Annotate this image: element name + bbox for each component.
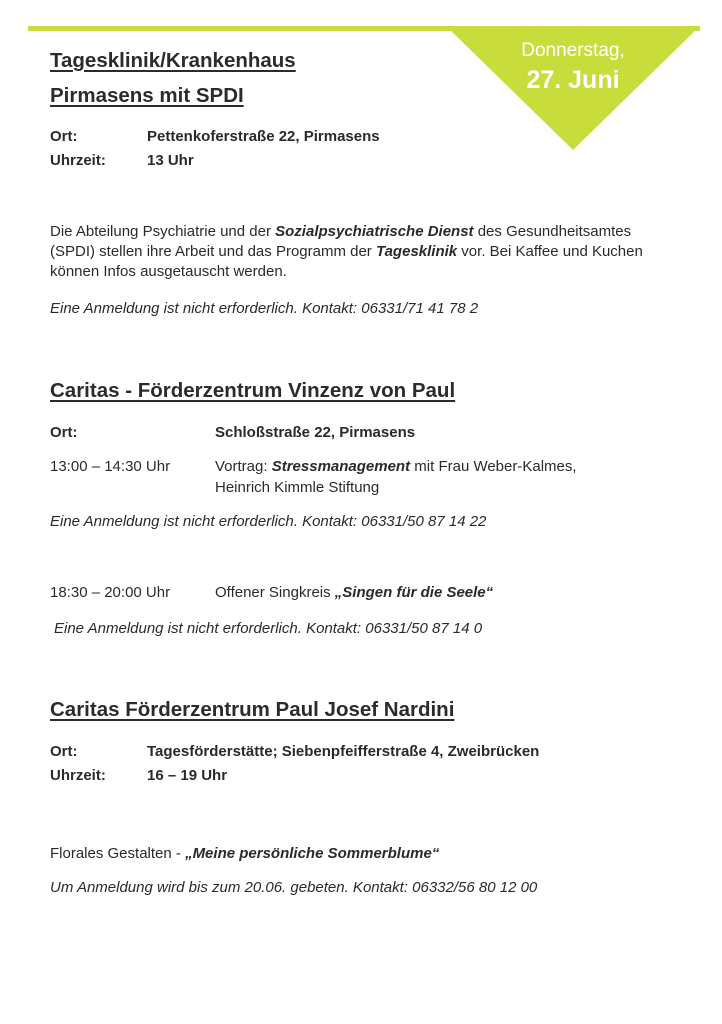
section1-description bbox=[50, 222, 670, 282]
section3-uhrzeit-value: 16 – 19 Uhr bbox=[147, 767, 228, 784]
section3-event-desc bbox=[50, 845, 439, 862]
date-day: 27. Juni bbox=[526, 66, 620, 94]
date-weekday: Donnerstag, bbox=[521, 40, 625, 61]
section1-ort-label: Ort: bbox=[50, 128, 78, 145]
section3-ort-label: Ort: bbox=[50, 743, 78, 760]
section2-ort-label: Ort: bbox=[50, 424, 78, 441]
section3-title: Caritas Förderzentrum Paul Josef Nardini bbox=[50, 698, 455, 721]
date-badge bbox=[446, 26, 700, 150]
section1-uhrzeit-value: 13 Uhr bbox=[147, 152, 194, 169]
section2-event1-suffix: mit Frau Weber-Kalmes, bbox=[410, 458, 577, 475]
section2-event2-prefix: Offener Singkreis bbox=[215, 584, 335, 601]
section1-ort-value: Pettenkoferstraße 22, Pirmasens bbox=[147, 128, 380, 145]
section1-desc-highlight: Tagesklinik bbox=[375, 243, 458, 260]
section2-note1: Eine Anmeldung ist nicht erforderlich. Kontakt: 06331/50 87 14 22 bbox=[50, 513, 487, 530]
section1-note: Eine Anmeldung ist nicht erforderlich. Kontakt: 06331/71 41 78 2 bbox=[50, 300, 479, 317]
section3-note: Um Anmeldung wird bis zum 20.06. gebeten. Kontakt: 06332/56 80 12 00 bbox=[50, 879, 538, 896]
section2-note2: Eine Anmeldung ist nicht erforderlich. Kontakt: 06331/50 87 14 0 bbox=[54, 620, 483, 637]
section3-event-highlight: „Meine persönliche Sommerblume“ bbox=[185, 845, 440, 862]
section1-desc-text: Die Abteilung Psychiatrie und der bbox=[50, 223, 276, 240]
section2-event1-line2: Heinrich Kimmle Stiftung bbox=[215, 479, 380, 496]
section3-uhrzeit-label: Uhrzeit: bbox=[50, 767, 106, 784]
section2-event2-highlight: „Singen für die Seele“ bbox=[334, 584, 494, 601]
section3-ort-value: Tagesförderstätte; Siebenpfeifferstraße 4, Zweibrücken bbox=[147, 743, 540, 760]
section2-event1-highlight: Stressmanagement bbox=[271, 458, 411, 475]
section1-desc-text: vor. Bei Kaffee und Kuchen können Infos ausgetauscht werden. bbox=[50, 243, 643, 280]
section1-desc-highlight: Sozialpsychiatrische Dienst bbox=[275, 223, 474, 240]
section1-title-line2: Pirmasens mit SPDI bbox=[50, 84, 244, 107]
section3-event-prefix: Florales Gestalten - bbox=[50, 845, 186, 862]
section1-desc-text: des Gesundheitsamtes (SPDI) stellen ihre Arbeit und das Programm der bbox=[50, 223, 632, 260]
section2-event1-prefix: Vortrag: bbox=[215, 458, 272, 475]
section2-event2-time: 18:30 – 20:00 Uhr bbox=[50, 584, 171, 601]
section2-title: Caritas - Förderzentrum Vinzenz von Paul bbox=[50, 379, 456, 402]
section2-event1-time: 13:00 – 14:30 Uhr bbox=[50, 458, 171, 475]
section1-title-line1: Tagesklinik/Krankenhaus bbox=[50, 49, 296, 72]
section2-event2-desc bbox=[215, 584, 493, 601]
section2-event1-desc bbox=[215, 458, 577, 475]
section1-uhrzeit-label: Uhrzeit: bbox=[50, 152, 106, 169]
section2-ort-value: Schloßstraße 22, Pirmasens bbox=[215, 424, 416, 441]
